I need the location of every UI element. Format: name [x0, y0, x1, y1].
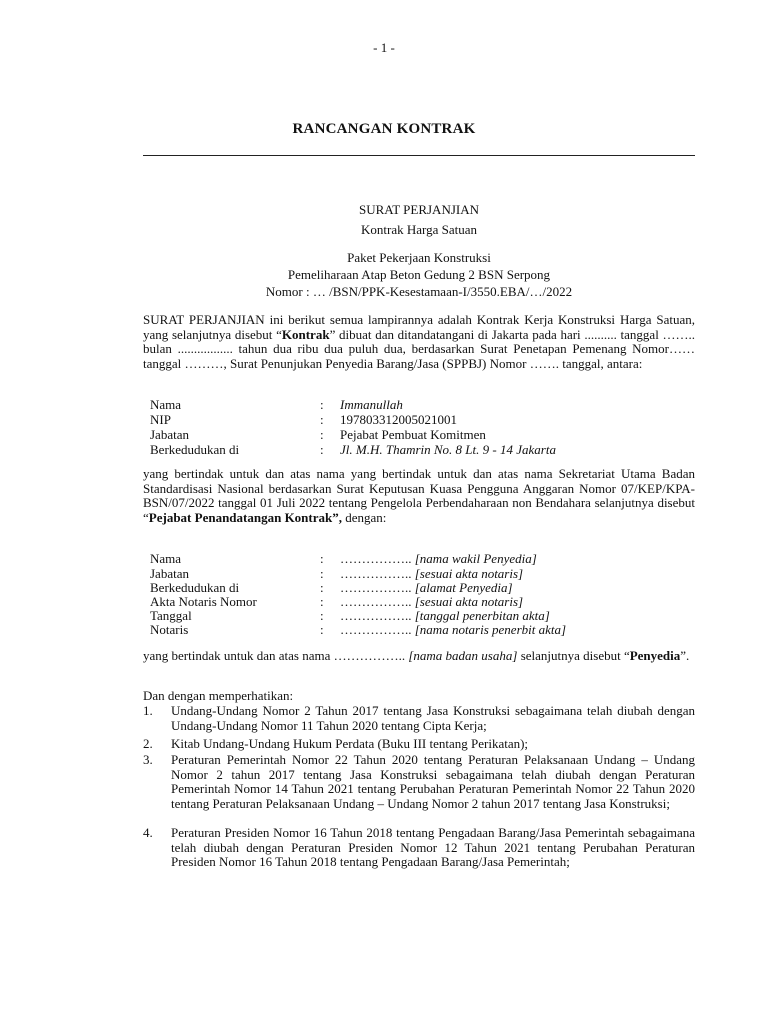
colon: :	[320, 580, 324, 595]
party1-label: NIP	[150, 412, 171, 427]
colon: :	[320, 622, 324, 637]
party2-label: Nama	[150, 551, 182, 566]
party2-row	[150, 594, 695, 609]
placeholder-dots: ……………..	[340, 622, 412, 637]
party2-value: [tanggal penerbitan akta]	[414, 608, 550, 623]
party1-row	[150, 427, 695, 442]
intro-text-c: ” dibuat dan ditandatangani di Jakarta pada hari .......... tanggal …….. bulan ................. tahun dua ribu dua puluh dua, berdasarkan Surat Penetapan Pemenang Nomor…… tanggal ………, Surat Penunjukan Penyedia Barang/Jasa (SPPBJ) Nomor ……. tanggal, antara:	[143, 326, 695, 371]
list-number: 2.	[143, 736, 153, 751]
party2-label: Berkedudukan di	[150, 580, 240, 595]
party2-value: [sesuai akta notaris]	[414, 566, 524, 581]
party2-label: Notaris	[150, 622, 189, 637]
party1-paragraph	[143, 467, 695, 525]
party1-label: Berkedudukan di	[150, 442, 240, 457]
party1-label: Nama	[150, 397, 182, 412]
header-line-3: Paket Pekerjaan Konstruksi	[347, 250, 491, 265]
party1-row	[150, 442, 695, 457]
party1-value: Immanullah	[340, 397, 403, 412]
list-text: Peraturan Pemerintah Nomor 22 Tahun 2020 tentang Peraturan Pelaksanaan Undang – Undang Nomor 2 tahun 2017 tentang Jasa Konstruksi sebagaimana telah diubah dengan Peraturan Pemerintah Nomor 14 Tahun 2021 tentang Perubahan Peraturan Pemerintah Nomor 22 Tahun 2020 tentang Peraturan Pelaksanaan Undang – Undang Nomor 2 tahun 2017 tentang Jasa Konstruksi;	[171, 752, 695, 811]
party1-value: Pejabat Pembuat Komitmen	[340, 427, 486, 442]
colon: :	[320, 442, 324, 457]
colon: :	[320, 551, 324, 566]
party2-row	[150, 608, 695, 623]
colon: :	[320, 427, 324, 442]
party2-label: Tanggal	[150, 608, 192, 623]
header-line-4: Pemeliharaan Atap Beton Gedung 2 BSN Serpong	[287, 267, 551, 282]
party1-row	[150, 412, 695, 427]
list-number: 1.	[143, 703, 153, 718]
list-text: Undang-Undang Nomor 2 Tahun 2017 tentang Jasa Konstruksi sebagaimana telah diubah dengan Undang-Undang Nomor 11 Tahun 2020 tentang Cipta Kerja;	[171, 703, 695, 733]
intro-paragraph	[143, 313, 695, 371]
colon: :	[320, 412, 324, 427]
list-text: Kitab Undang-Undang Hukum Perdata (Buku III tentang Perikatan);	[171, 736, 529, 751]
party2-text-placeholder: [nama badan usaha]	[408, 648, 518, 663]
party2-text-penyedia: Penyedia	[629, 648, 681, 663]
list-number: 4.	[143, 825, 153, 840]
party1-row	[150, 397, 695, 412]
intro-text-a: SURAT PERJANJIAN ini berikut semua lampirannya adalah Kontrak Kerja Konstruksi Harga Satuan, yang selanjutnya disebut “	[143, 312, 695, 342]
party2-value: [nama notaris penerbit akta]	[414, 622, 567, 637]
title-divider	[143, 155, 695, 156]
placeholder-dots: ……………..	[340, 551, 412, 566]
page-number: - 1 -	[373, 40, 395, 55]
placeholder-dots: ……………..	[340, 608, 412, 623]
party2-value: [alamat Penyedia]	[414, 580, 513, 595]
colon: :	[320, 397, 324, 412]
party1-value: Jl. M.H. Thamrin No. 8 Lt. 9 - 14 Jakarta	[340, 442, 556, 457]
party2-text-a: yang bertindak untuk dan atas nama ……………..	[143, 648, 409, 663]
header-line-2: Kontrak Harga Satuan	[360, 222, 477, 237]
party2-row	[150, 580, 695, 595]
intro-text-kontrak: Kontrak	[281, 326, 330, 342]
party1-text-a: yang bertindak untuk dan atas nama yang bertindak untuk dan atas nama Sekretariat Utama Badan Standardisasi Nasional berdasarkan Surat Keputusan Kuasa Pengguna Anggaran Nomor 07/KEP/KPA-BSN/07/2022 tanggal 01 Juli 2022 tentang Pengelola Perbendaharaan non Bendahara selanjutnya disebut “	[143, 466, 695, 525]
party1-value: 197803312005021001	[340, 412, 457, 427]
party2-row	[150, 622, 695, 637]
document-title: RANCANGAN KONTRAK	[292, 121, 476, 137]
placeholder-dots: ……………..	[340, 594, 412, 609]
party2-row	[150, 551, 695, 566]
list-number: 3.	[143, 752, 153, 767]
considering-heading: Dan dengan memperhatikan:	[143, 688, 294, 703]
party2-value: [sesuai akta notaris]	[414, 594, 524, 609]
placeholder-dots: ……………..	[340, 566, 412, 581]
list-text: Peraturan Presiden Nomor 16 Tahun 2018 tentang Pengadaan Barang/Jasa Pemerintah sebagaimana telah diubah dengan Peraturan Presiden Nomor 12 Tahun 2021 tentang Perubahan Peraturan Presiden Nomor 16 Tahun 2018 tentang Pengadaan Barang/Jasa Pemerintah;	[171, 825, 695, 869]
party2-text-e: ”.	[680, 648, 690, 663]
party1-text-c: dengan:	[342, 509, 387, 525]
party2-label: Jabatan	[150, 566, 189, 581]
party2-value: [nama wakil Penyedia]	[414, 551, 537, 566]
placeholder-dots: ……………..	[340, 580, 412, 595]
colon: :	[320, 608, 324, 623]
colon: :	[320, 594, 324, 609]
colon: :	[320, 566, 324, 581]
party2-paragraph	[143, 649, 695, 664]
party2-text-c: selanjutnya disebut “	[517, 648, 630, 663]
party2-label: Akta Notaris Nomor	[150, 594, 257, 609]
header-line-1: SURAT PERJANJIAN	[358, 202, 480, 217]
party1-label: Jabatan	[150, 427, 189, 442]
party1-text-role: Pejabat Penandatangan Kontrak”,	[148, 509, 342, 525]
header-line-5: Nomor : … /BSN/PPK-Kesestamaan-I/3550.EBA/…/2022	[265, 284, 573, 299]
party2-row	[150, 566, 695, 581]
